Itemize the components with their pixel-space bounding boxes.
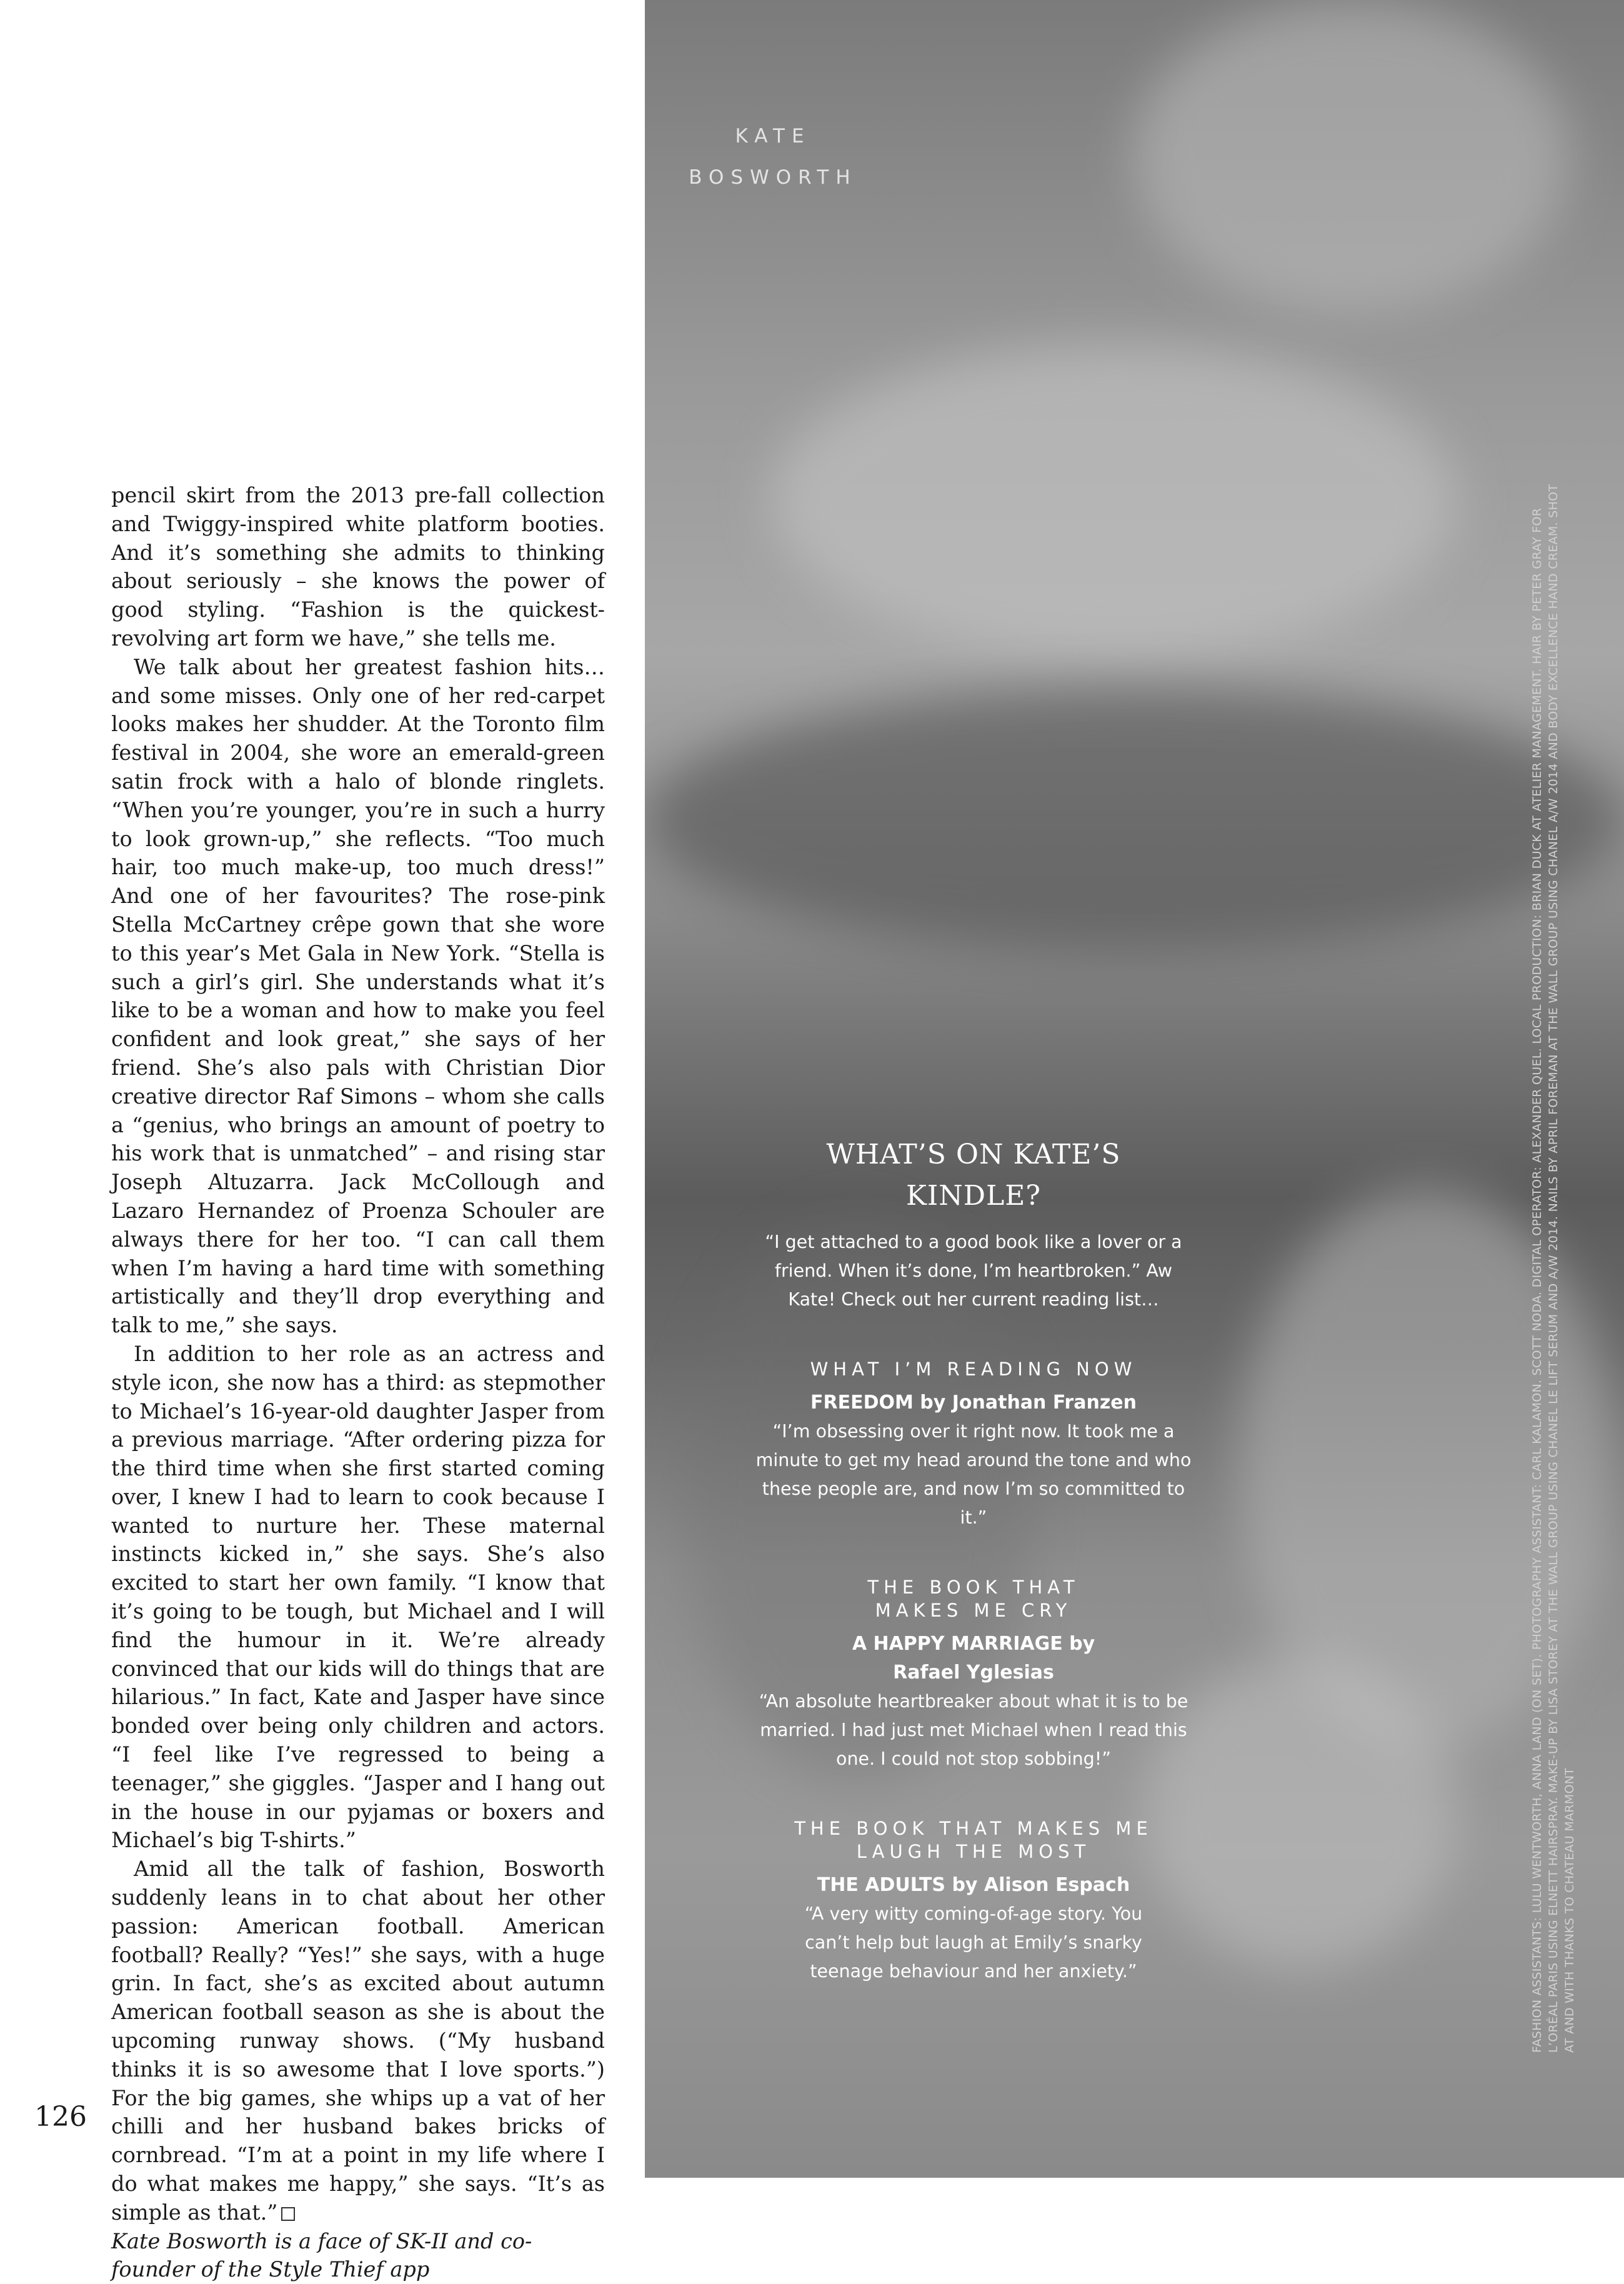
- section-title: THE BOOK THAT MAKES ME LAUGH THE MOST: [794, 1818, 1153, 1862]
- book-quote: “I’m obsessing over it right now. It took me a minute to get my head around the tone and who these people are, and now I’m so committed to it.”: [755, 1421, 1192, 1528]
- book-quote: “A very witty coming-of-age story. You can’t help but laugh at Emily’s snarky teenage behaviour and her anxiety.”: [804, 1903, 1143, 1982]
- article-paragraph-4-text: Amid all the talk of fashion, Bosworth suddenly leans in to chat about her other passion: American football. American football? Really? “Yes!” she says, with a huge grin. In fact, she’s as excited about autumn American football season as she is about the upcoming runway shows. (“My husband thinks it is so awesome that I love sports.”) For the big games, she whips up a vat of her chilli and her husband bakes bricks of cornbread. “I’m at a point in my life where I do what makes me happy,” she says. “It’s as simple as that.”: [111, 1857, 605, 2225]
- article-paragraph-1: pencil skirt from the 2013 pre-fall collection and Twiggy-inspired white platform booties. And it’s something she admits to thinking about seriously – she knows the power of good styling. “Fashion is the quickest-revolving art form we have,” she tells me.: [111, 483, 605, 651]
- kindle-section-makes-me-cry: [755, 1576, 1192, 1773]
- header-tag-line2: BOSWORTH: [689, 166, 857, 189]
- book-title: A HAPPY MARRIAGE by Rafael Yglesias: [852, 1633, 1095, 1683]
- kindle-title-line2: KINDLE?: [906, 1180, 1041, 1212]
- page-number: 126: [34, 2101, 87, 2133]
- section-title: WHAT I’M READING NOW: [810, 1359, 1137, 1380]
- article-page: [0, 0, 645, 2282]
- kindle-intro: “I get attached to a good book like a lover or a friend. When it’s done, I’m heartbroken.” Aw Kate! Check out her current reading list…: [765, 1232, 1182, 1310]
- article-byline: Kate Bosworth is a face of SK-II and co-founder of the Style Thief app: [111, 2228, 532, 2282]
- article-paragraph-4: [111, 1855, 605, 2227]
- article-paragraph-2: We talk about her greatest fashion hits… and some misses. Only one of her red-carpet looks makes her shudder. At the Toronto film festival in 2004, she wore an emerald-green satin frock with a halo of blonde ringlets. “When you’re younger, you’re in such a hurry to look grown-up,” she reflects. “Too much hair, too much make-up, too much dress!” And one of her favourites? The rose-pink Stella McCartney crêpe gown that she wore to this year’s Met Gala in New York. “Stella is such a girl’s girl. She understands what it’s like to be a woman and how to make you feel confident and look great,” she says of her friend. She’s also pals with Christian Dior creative director Raf Simons – whom she calls a “genius, who brings an amount of poetry to his work that is unmatched” – and rising star Joseph Altuzarra. Jack McCollough and Lazaro Hernandez of Proenza Schouler are always there for her too. “I can call them when I’m having a hard time with something artistically and they’ll drop everything and talk to me,” she says.: [111, 654, 605, 1338]
- section-title: THE BOOK THAT MAKES ME CRY: [867, 1577, 1080, 1621]
- kindle-section-reading-now: [755, 1358, 1192, 1532]
- book-title: FREEDOM by Jonathan Franzen: [810, 1392, 1137, 1414]
- kindle-sidebar: [755, 1134, 1192, 1986]
- header-tag-line1: KATE: [735, 125, 811, 147]
- kindle-section-makes-me-laugh: [755, 1817, 1192, 1986]
- end-mark-icon: [281, 2207, 295, 2221]
- book-quote: “An absolute heartbreaker about what it is to be married. I had just met Michael when I read this one. I could not stop sobbing!”: [759, 1691, 1188, 1769]
- photo-haze-area: [770, 344, 1457, 656]
- kindle-title: [755, 1134, 1192, 1217]
- kindle-title-line1: WHAT’S ON KATE’S: [826, 1139, 1121, 1170]
- photo-shadow-area: [645, 687, 1624, 950]
- photo-light-area: [1132, 0, 1570, 312]
- article-body: [111, 481, 605, 2284]
- book-title: THE ADULTS by Alison Espach: [817, 1874, 1130, 1896]
- photo-credits: FASHION ASSISTANTS: LULU WENTWORTH, ANNA LAND (ON SET). PHOTOGRAPHY ASSISTANT: CARL KALAMON. SCOTT NODA. DIGITAL OPERATOR: ALEXANDER QUEL. LOCAL PRODUCTION: BRIAN DUCK AT ATELIER MANAGEMENT. HAIR BY PETER GRAY FOR L’ORÉAL PARIS USING ELNETT HAIRSPRAY. MAKE-UP BY LISA STOREY AT THE WALL GROUP USING CHANEL LE LIFT SERUM AND A/W 2014. NAILS BY APRIL FOREMAN AT THE WALL GROUP USING CHANEL A/W 2014 AND BODY EXCELLENCE HAND CREAM. SHOT AT AND WITH THANKS TO CHATEAU MARMONT: [1530, 484, 1577, 2053]
- article-paragraph-3: In addition to her role as an actress and style icon, she now has a third: as stepmother to Michael’s 16-year-old daughter Jasper from a previous marriage. “After ordering pizza for the third time when she first started coming over, I knew I had to learn to cook because I wanted to nurture her. These maternal instincts kicked in,” she says. She’s also excited to start her own family. “I know that it’s going to be tough, but Michael and I will find the humour in it. We’re already convinced that our kids will do things that are hilarious.” In fact, Kate and Jasper have since bonded over being only children and actors. “I feel like I’ve regressed to being a teenager,” she giggles. “Jasper and I hang out in the house in our pyjamas or boxers and Michael’s big T-shirts.”: [111, 1341, 605, 1853]
